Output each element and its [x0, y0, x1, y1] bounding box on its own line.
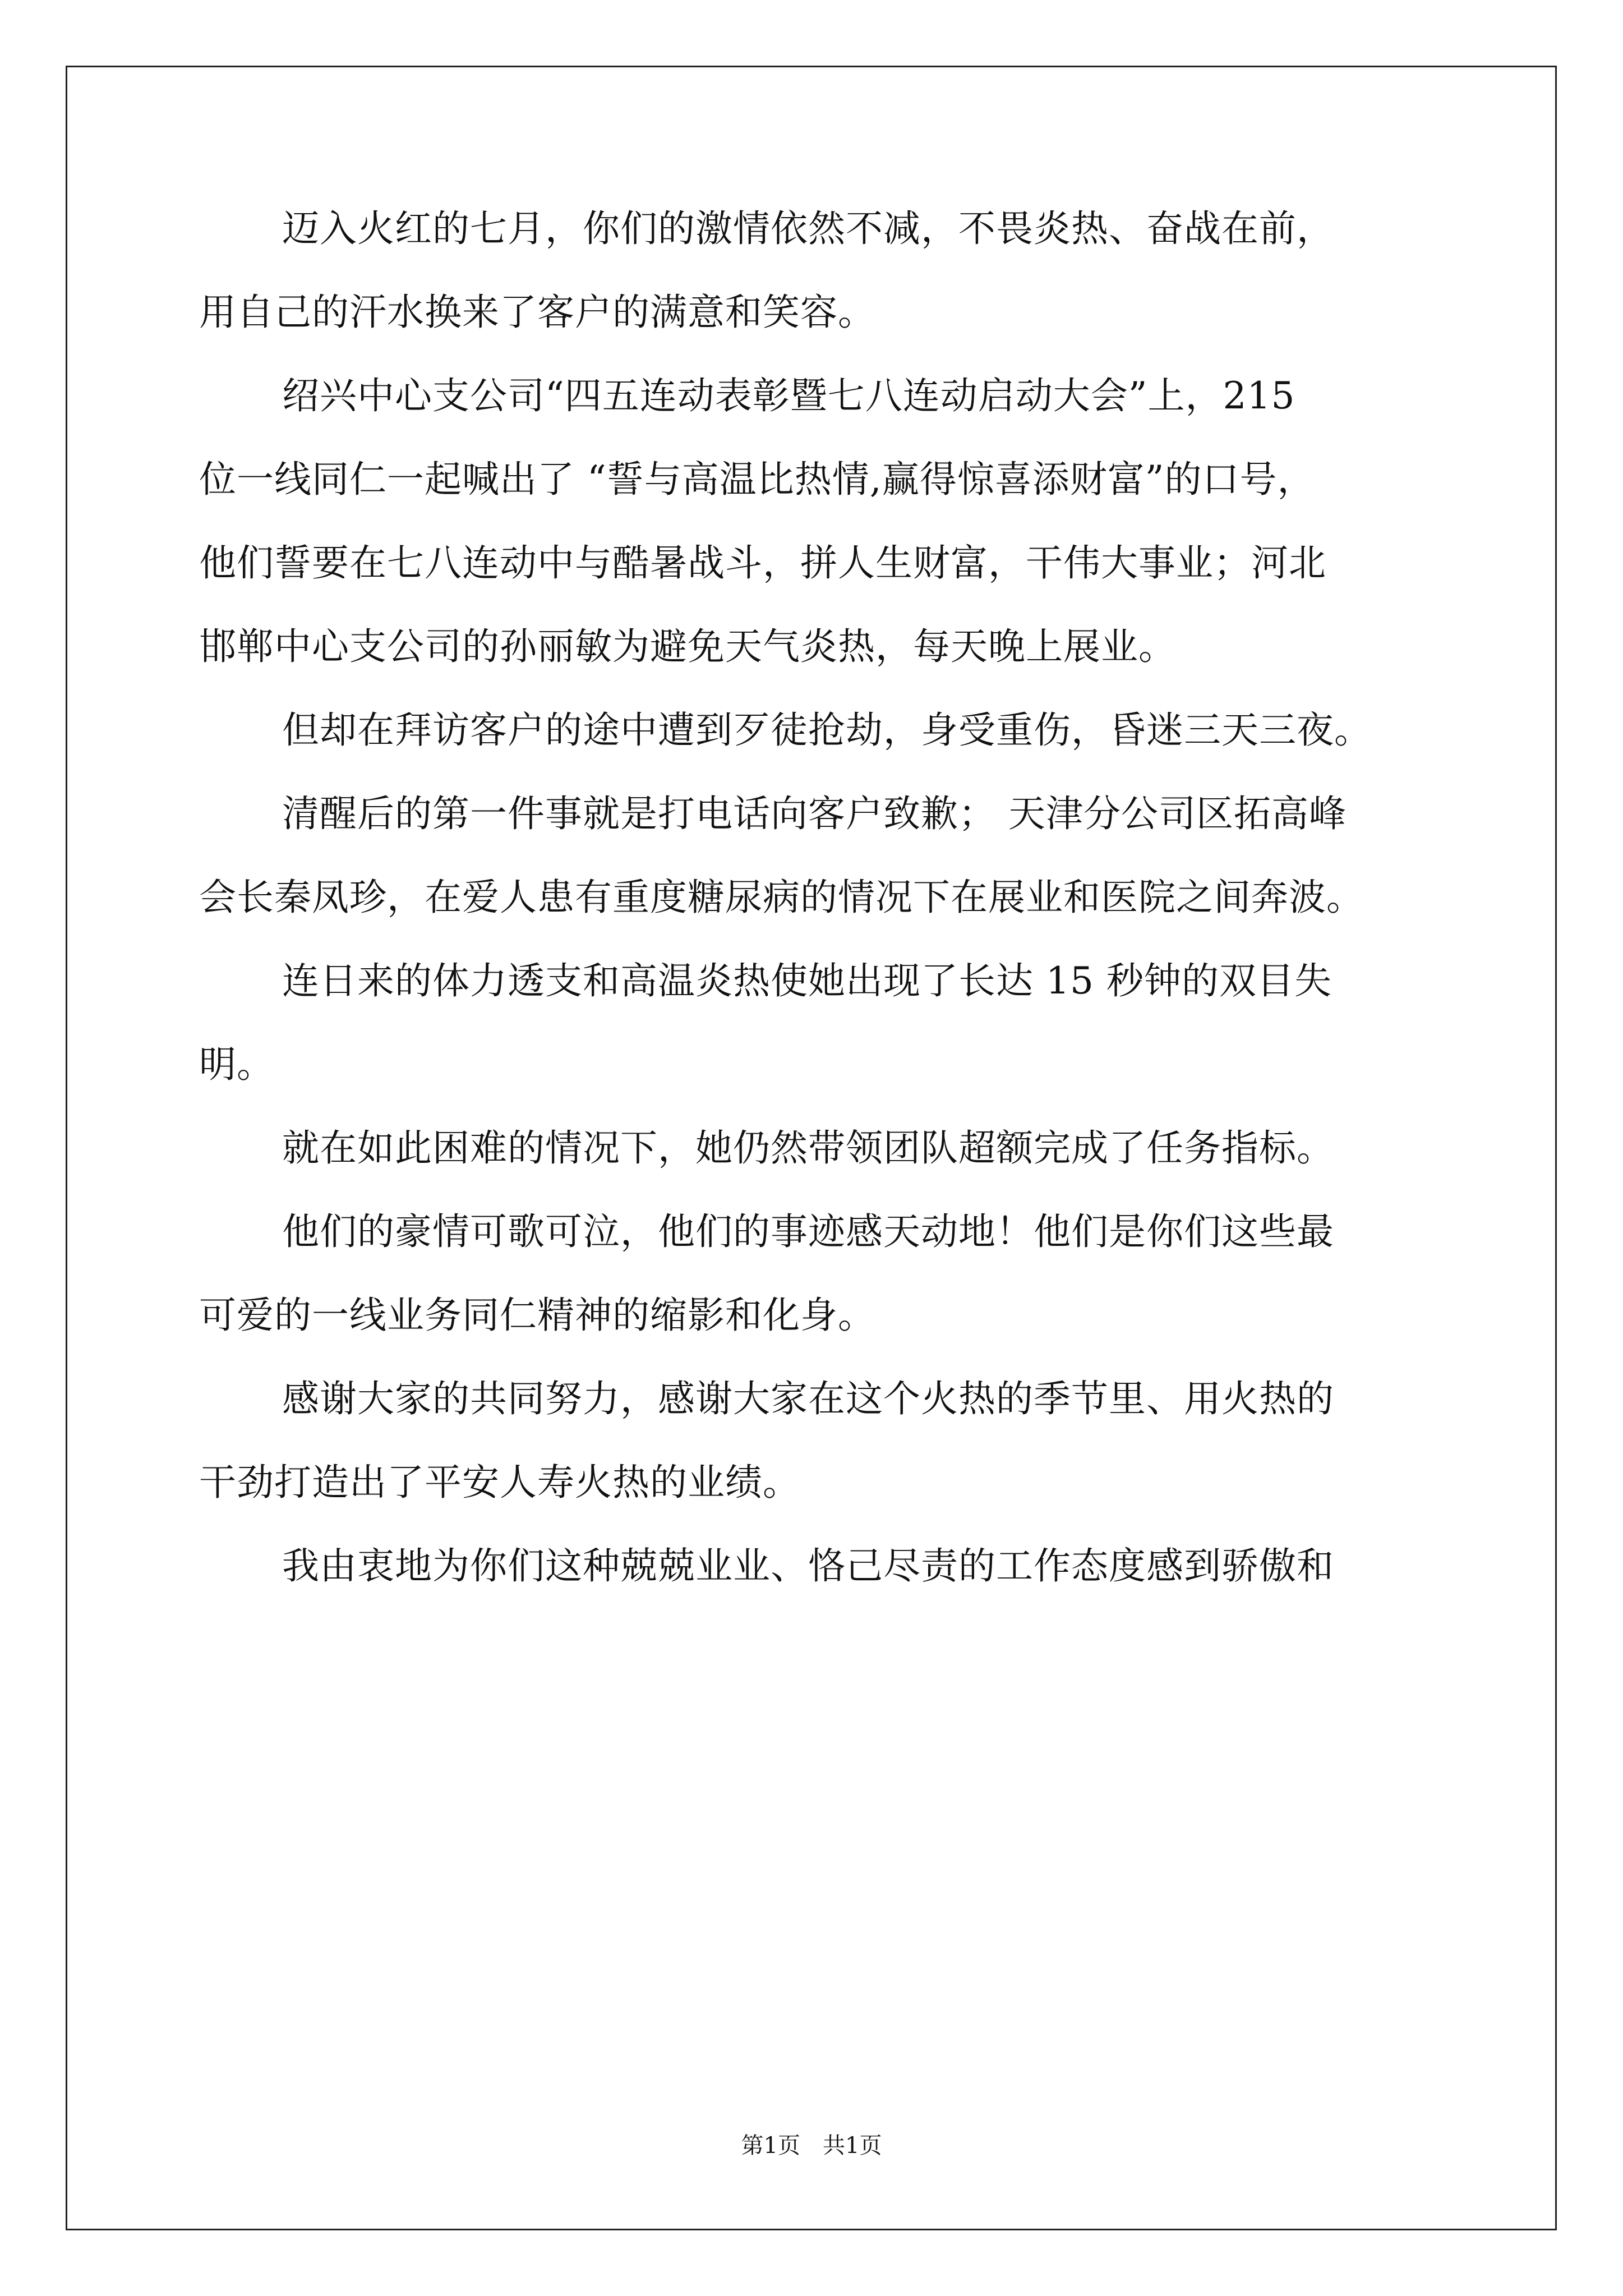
text-line-16: 干劲打造出了平安人寿火热的业绩。 — [199, 1461, 800, 1504]
text-line-10: 连日来的体力透支和高温炎热使她出现了长达 15 秒钟的双目失 — [282, 959, 1332, 1002]
text-line-8: 清醒后的第一件事就是打电话向客户致歉； 天津分公司区拓高峰 — [282, 792, 1347, 835]
text-line-14: 可爱的一线业务同仁精神的缩影和化身。 — [199, 1294, 875, 1337]
text-line-1: 迈入火红的七月，你们的激情依然不减，不畏炎热、奋战在前， — [282, 207, 1334, 250]
text-line-5: 他们誓要在七八连动中与酷暑战斗，拼人生财富，干伟大事业；河北 — [199, 541, 1326, 585]
text-line-6: 邯郸中心支公司的孙丽敏为避免天气炎热，每天晚上展业。 — [199, 625, 1176, 668]
text-line-13: 他们的豪情可歌可泣，他们的事迹感天动地！他们是你们这些最 — [282, 1210, 1334, 1253]
text-line-4: 位一线同仁一起喊出了 “誓与高温比热情,赢得惊喜添财富”的口号， — [199, 458, 1315, 501]
text-line-12: 就在如此困难的情况下，她仍然带领团队超额完成了任务指标。 — [282, 1126, 1334, 1170]
text-line-15: 感谢大家的共同努力，感谢大家在这个火热的季节里、用火热的 — [282, 1377, 1334, 1420]
text-line-11: 明。 — [199, 1043, 274, 1086]
text-line-17: 我由衷地为你们这种兢兢业业、恪己尽责的工作态度感到骄傲和 — [282, 1544, 1334, 1588]
text-line-9: 会长秦凤珍，在爱人患有重度糖尿病的情况下在展业和医院之间奔波。 — [199, 876, 1364, 919]
text-line-2: 用自己的汗水换来了客户的满意和笑容。 — [199, 291, 875, 334]
text-line-7: 但却在拜访客户的途中遭到歹徒抢劫，身受重伤，昏迷三天三夜。 — [282, 708, 1372, 752]
text-line-3: 绍兴中心支公司“四五连动表彰暨七八连动启动大会”上，215 — [282, 374, 1295, 417]
page-number-footer: 第1页 共1页 — [741, 2133, 882, 2159]
